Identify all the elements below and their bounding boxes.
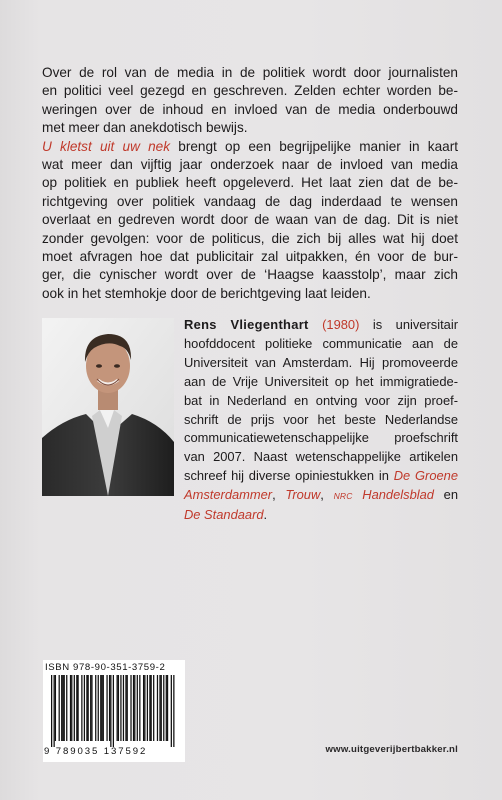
barcode-bar — [98, 675, 99, 741]
publisher-url: www.uitgeverijbertbakker.nl — [325, 744, 458, 755]
bio-line: hoofddocent politieke communicatie aan de — [184, 335, 458, 351]
barcode-digits: 9 789035 137592 — [44, 746, 148, 757]
barcode-bar — [167, 675, 168, 741]
author-name: Rens Vliegenthart — [184, 317, 309, 332]
book-title: U kletst uit uw nek — [42, 138, 171, 154]
publication-title: Amsterdammer — [184, 487, 273, 503]
barcode-bar — [117, 675, 118, 741]
author-bio — [184, 316, 458, 525]
blurb-line: ger, die cynischer wordt over de ‘Haagse kaasstolp’, maar zich — [42, 267, 458, 283]
bio-line: van 2007. Naast wetenschappelijke artikelen — [184, 449, 458, 465]
blurb-line: richtgeving over politiek vandaag de dag inderdaad te wensen — [42, 193, 458, 209]
blurb-line: overlaat en gedreven wordt door de waan van de dag. Dit is niet — [42, 212, 458, 228]
barcode-bar — [125, 675, 126, 741]
barcode-bar — [91, 675, 92, 741]
barcode-bar — [139, 675, 140, 741]
blurb-line: ook in het stemhokje door de berichtgeving laat leiden. — [42, 285, 371, 301]
bio-line: De Standaard. — [184, 507, 268, 523]
barcode-bar — [151, 675, 152, 741]
barcode-bar — [166, 675, 167, 741]
barcode-bar — [101, 675, 102, 741]
blurb-text — [42, 64, 458, 303]
barcode-bar — [110, 675, 111, 747]
bio-line: Universiteit van Amsterdam. Hij promoveerde — [184, 354, 458, 370]
barcode-bar — [54, 675, 55, 747]
blurb-line: moet afvragen hoe dat publicitair zal uitpakken, én voor de bur- — [42, 249, 458, 265]
barcode-bar — [161, 675, 162, 741]
author-portrait-image — [42, 318, 174, 496]
barcode-bar — [173, 675, 174, 747]
barcode-bar — [163, 675, 164, 741]
barcode-bar — [59, 675, 60, 741]
barcode-bar — [118, 675, 119, 741]
barcode-bar — [109, 675, 110, 741]
bio-line: Amsterdammer, Trouw, NRC Handelsblad en — [184, 487, 458, 503]
blurb-line: met meer dan anekdotisch bewijs. — [42, 120, 248, 136]
publication-title: Trouw — [285, 487, 321, 503]
barcode-bar — [134, 675, 135, 741]
barcode-bar — [130, 675, 131, 741]
bio-line: Rens Vliegenthart (1980) is universitair — [184, 317, 458, 332]
barcode-bar — [103, 675, 104, 741]
author-photo — [42, 318, 174, 496]
barcode — [43, 660, 185, 762]
barcode-bar — [61, 675, 62, 741]
blurb-line: weringen over de inhoud en invloed van de media onderbouwd — [42, 101, 458, 117]
barcode-bar — [76, 675, 77, 741]
barcode-bar — [137, 675, 138, 741]
barcode-bar — [171, 675, 172, 747]
barcode-bar — [70, 675, 71, 741]
blurb-line: U kletst uit uw nek brengt op een begrijpelijke manier in kaart — [42, 138, 459, 154]
barcode-bar — [120, 675, 121, 741]
barcode-bar — [157, 675, 158, 741]
publication-title: De Groene — [393, 468, 458, 484]
publication-title: De Standaard — [184, 507, 264, 523]
barcode-bar — [133, 675, 134, 741]
bio-line: bat in Nederland en ontving voor zijn proef- — [184, 392, 458, 408]
barcode-bar — [64, 675, 65, 741]
bio-line: schrift de prijs voor het beste Nederlandse — [184, 411, 458, 427]
barcode-bar — [143, 675, 144, 741]
author-birth-year: (1980) — [322, 317, 360, 332]
barcode-bar — [100, 675, 101, 741]
barcode-bar — [159, 675, 160, 741]
barcode-bar — [62, 675, 63, 741]
blurb-line: wat meer dan vijftig jaar onderzoek naar de invloed van media — [42, 157, 458, 173]
barcode-bar — [147, 675, 148, 741]
barcode-bar — [123, 675, 124, 741]
barcode-bar — [71, 675, 72, 741]
publication-title: NRC — [333, 491, 353, 502]
blurb-line: Over de rol van de media in de politiek wordt door journalisten — [42, 65, 458, 80]
barcode-bar — [66, 675, 67, 741]
blurb-line: op politiek en publiek heeft opgeleverd. Het laat zien dat de be- — [42, 175, 458, 191]
barcode-bar — [86, 675, 87, 741]
barcode-bar — [81, 675, 82, 741]
barcode-bar — [113, 675, 114, 747]
blurb-line: zonder gevolgen: voor de politicus, die zich bij alles wat hij doet — [42, 230, 458, 246]
barcode-bar — [88, 675, 89, 741]
blurb-line: en politici veel gezegd en geschreven. Zelden echter worden be- — [42, 83, 458, 99]
publication-title: Handelsblad — [352, 487, 434, 503]
barcode-bar — [51, 675, 52, 747]
barcode-bar — [84, 675, 85, 741]
bio-line: aan de Vrije Universiteit op het immigratiede- — [184, 373, 458, 389]
bio-line: schreef hij diverse opiniestukken in De Groene — [184, 468, 458, 484]
barcode-bar — [74, 675, 75, 741]
barcode-bar — [90, 675, 91, 741]
barcode-bar — [153, 675, 154, 741]
barcode-bar — [95, 675, 96, 741]
barcode-bar — [149, 675, 150, 741]
barcode-bar — [106, 675, 107, 741]
bio-line: communicatiewetenschappelijke proefschrift — [184, 430, 458, 446]
barcode-bar — [144, 675, 145, 741]
barcode-bar — [77, 675, 78, 741]
barcode-bar — [127, 675, 128, 741]
isbn-number: ISBN 978-90-351-3759-2 — [45, 662, 166, 673]
barcode-bar — [55, 675, 56, 741]
barcode-bars — [51, 675, 179, 747]
